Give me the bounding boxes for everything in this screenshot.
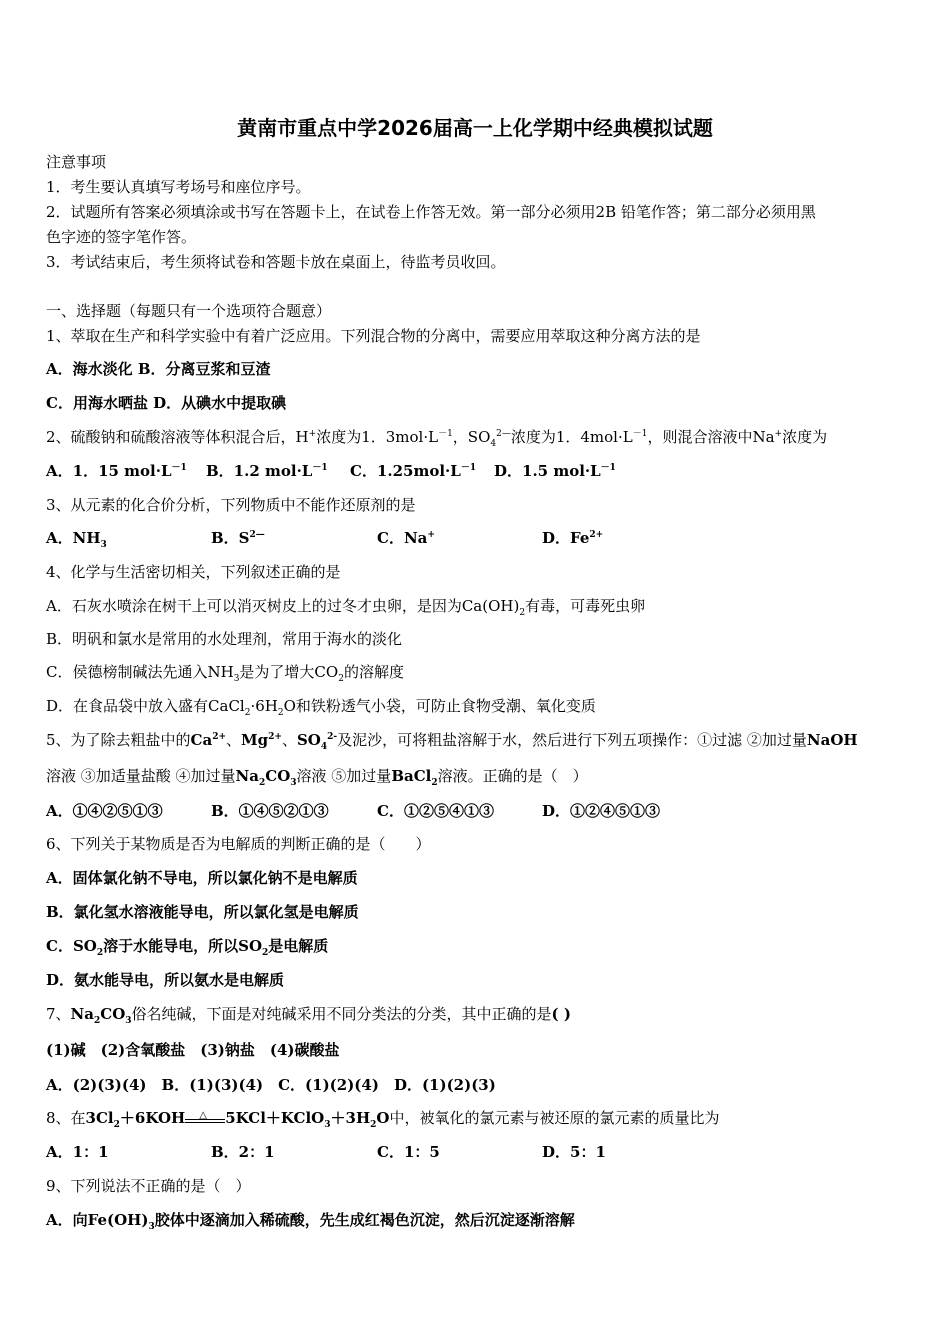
notice-item: 2．试题所有答案必须填涂或书写在答题卡上，在试卷上作答无效。第一部分必须用2B 铅笔作答；第二部分必须用黑: [46, 203, 816, 221]
question-3-option-b: B．$S^{2—}$: [211, 529, 265, 547]
question-8-option-b: B．2：1: [211, 1143, 275, 1161]
question-1-stem: 1、萃取在生产和科学实验中有着广泛应用。下列混合物的分离中，需要应用萃取这种分离方法的是: [46, 327, 701, 345]
notice-item: 1．考生要认真填写考场号和座位序号。: [46, 178, 311, 196]
question-4-option-a: A．石灰水喷涂在树干上可以消灭树皮上的过冬才虫卵，是因为$Ca(OH)_2$有毒，可毒死虫卵: [46, 597, 646, 618]
question-2-stem: 2、硫酸钠和硫酸溶液等体积混合后，H+浓度为1．$3mol\cdot L^{-1}$，$SO_4^{2—}$浓度为1．$4mol\cdot L^{-1}$，则混合溶液中Na+浓度为: [46, 428, 828, 449]
question-7-options: A．(2)(3)(4) B．(1)(3)(4) C．(1)(2)(4) D．(1)(2)(3): [46, 1076, 496, 1094]
question-3-option-c: C．Na+: [377, 529, 435, 547]
question-6-option-a: A．固体氯化钠不导电，所以氯化钠不是电解质: [46, 869, 358, 887]
question-6-stem: 6、下列关于某物质是否为电解质的判断正确的是（ ）: [46, 835, 431, 853]
question-8-option-a: A．1：1: [46, 1143, 109, 1161]
question-2-option-d: D．1.5 $mol\cdot L^{-1}$: [494, 462, 616, 480]
question-7-types: (1)碱 (2)含氧酸盐 (3)钠盐 (4)碳酸盐: [46, 1041, 340, 1059]
question-9-option-a: A．向$Fe(OH)_3$胶体中逐滴加入稀硫酸，先生成红褐色沉淀，然后沉淀逐渐溶解: [46, 1211, 575, 1232]
question-3-option-d: D．$Fe^{2+}$: [542, 529, 604, 547]
question-3-option-a: A．$NH_3$: [46, 529, 107, 550]
question-4-option-b: B．明矾和氯水是常用的水处理剂，常用于海水的淡化: [46, 630, 403, 648]
question-8-option-d: D．5：1: [542, 1143, 606, 1161]
notice-heading: 注意事项: [46, 153, 107, 171]
question-5-stem-line-2: 溶液 ③加适量盐酸 ④加过量$Na_2CO_3$溶液 ⑤加过量BaCl$_2$溶液。正确的是（ ）: [46, 767, 588, 788]
question-9-stem: 9、下列说法不正确的是（ ）: [46, 1177, 251, 1195]
page-title: 黄南市重点中学2026届高一上化学期中经典模拟试题: [237, 116, 713, 140]
question-2-option-c: C．$1.25mol\cdot L^{-1}$: [350, 462, 477, 480]
question-6-option-c: C．$SO_2$溶于水能导电，所以$SO_2$是电解质: [46, 937, 329, 958]
question-4-stem: 4、化学与生活密切相关，下列叙述正确的是: [46, 563, 341, 581]
question-5-stem-line-1: 5、为了除去粗盐中的$Ca^{2+}$、$Mg^{2+}$、$SO_4^{2-}$及泥沙，可将粗盐溶解于水，然后进行下列五项操作：①过滤 ②加过量NaOH: [46, 731, 858, 752]
question-5-option-c: C．①②⑤④①③: [377, 802, 494, 820]
question-5-option-a: A．①④②⑤①③: [46, 802, 163, 820]
section-heading: 一、选择题（每题只有一个选项符合题意）: [46, 302, 332, 320]
notice-item: 3．考试结束后，考生须将试卷和答题卡放在桌面上，待监考员收回。: [46, 253, 506, 271]
notice-item: 色字迹的签字笔作答。: [46, 228, 197, 246]
question-8-stem: 8、在$3Cl_2+6KOH$ △ $5KCl+KClO_3+3H_2O$中，被氧化的氯元素与被还原的氯元素的质量比为: [46, 1109, 720, 1130]
question-4-option-c: C．侯德榜制碱法先通入$NH_3$是为了增大$CO_2$的溶解度: [46, 663, 404, 684]
question-6-option-b: B．氯化氢水溶液能导电，所以氯化氢是电解质: [46, 903, 359, 921]
question-5-option-d: D．①②④⑤①③: [542, 802, 661, 820]
question-4-option-d: D．在食品袋中放入盛有$CaCl_2\cdot 6H_2O$和铁粉透气小袋，可防止食物受潮、氧化变质: [46, 697, 596, 718]
question-7-stem: 7、$Na_2CO_3$俗名纯碱，下面是对纯碱采用不同分类法的分类，其中正确的是( ): [46, 1005, 571, 1026]
question-2-option-b: B．1.2 $mol\cdot L^{-1}$: [206, 462, 328, 480]
heating-condition-sign: △: [185, 1110, 225, 1128]
question-8-option-c: C．1：5: [377, 1143, 440, 1161]
question-5-option-b: B．①④⑤②①③: [211, 802, 329, 820]
question-6-option-d: D．氨水能导电，所以氨水是电解质: [46, 971, 285, 989]
question-1-options-cd: C．用海水晒盐 D．从碘水中提取碘: [46, 394, 287, 412]
question-1-options-ab: A．海水淡化 B．分离豆浆和豆渣: [46, 360, 271, 378]
question-3-stem: 3、从元素的化合价分析，下列物质中不能作还原剂的是: [46, 496, 416, 514]
question-2-option-a: A．1．15 $mol\cdot L^{-1}$: [46, 462, 187, 480]
